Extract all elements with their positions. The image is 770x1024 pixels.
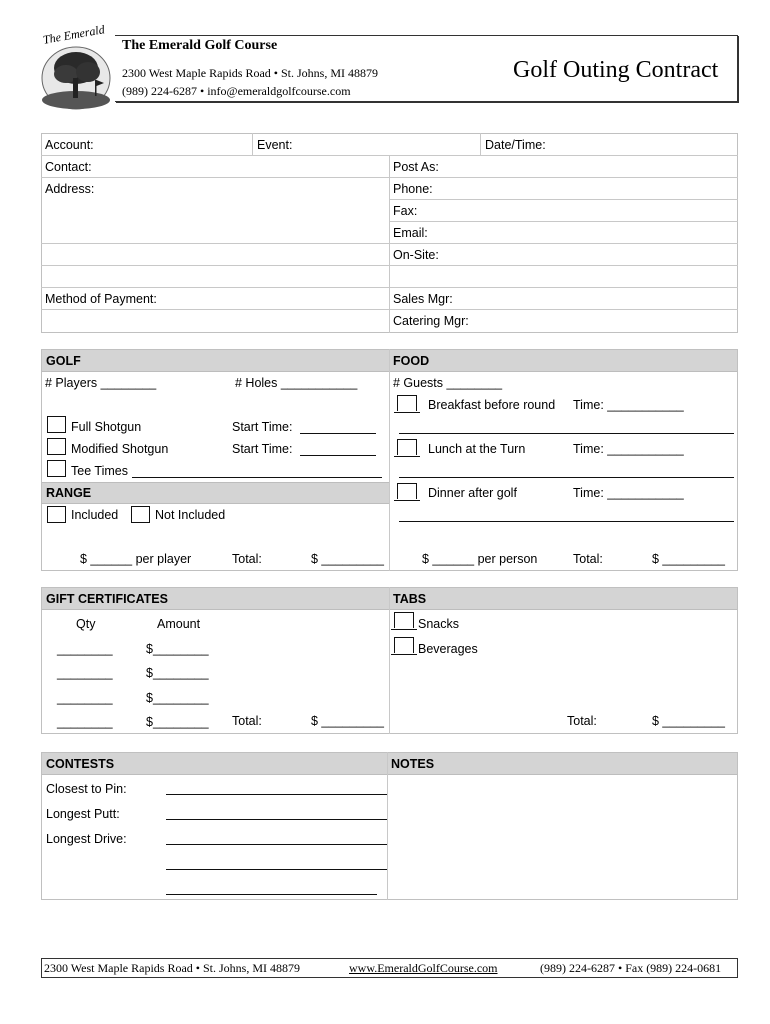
start-time-2-line[interactable] xyxy=(300,455,376,456)
gift-amount-1[interactable]: $________ xyxy=(146,642,209,656)
account-label: Account: xyxy=(45,138,94,152)
footer-phones: (989) 224-6287 • Fax (989) 224-0681 xyxy=(540,961,722,975)
longest-putt-line[interactable] xyxy=(166,819,387,820)
gift-qty-4[interactable]: ________ xyxy=(57,715,113,729)
food-per-person[interactable]: $ ______ per person xyxy=(422,552,538,566)
tee-times-checkbox[interactable] xyxy=(47,460,66,477)
gift-qty-header: Qty xyxy=(76,617,96,631)
gift-qty-1[interactable]: ________ xyxy=(57,642,113,656)
catering-mgr-label: Catering Mgr: xyxy=(393,314,469,328)
dinner-checkbox[interactable] xyxy=(397,483,417,499)
dinner-notes-line[interactable] xyxy=(399,521,734,522)
lunch-time[interactable]: Time: ___________ xyxy=(573,442,684,456)
contests-title: CONTESTS xyxy=(46,757,115,771)
gift-amount-4[interactable]: $________ xyxy=(146,715,209,729)
gift-qty-3[interactable]: ________ xyxy=(57,691,113,705)
logo xyxy=(38,22,114,114)
full-shotgun-label: Full Shotgun xyxy=(71,420,142,434)
contest-extra-line-2[interactable] xyxy=(166,894,377,895)
post-as-label: Post As: xyxy=(393,160,439,174)
gift-amount-header: Amount xyxy=(157,617,201,631)
longest-drive-line[interactable] xyxy=(166,844,387,845)
lunch-checkbox[interactable] xyxy=(397,439,417,455)
start-time-1-label: Start Time: xyxy=(232,420,293,434)
gift-total-label: Total: xyxy=(232,714,262,728)
breakfast-label: Breakfast before round xyxy=(428,398,556,412)
tabs-title: TABS xyxy=(393,592,427,606)
food-total-label: Total: xyxy=(573,552,603,566)
tee-times-label: Tee Times xyxy=(71,464,128,478)
food-total-field[interactable]: $ _________ xyxy=(652,552,725,566)
players-field[interactable]: # Players ________ xyxy=(45,376,157,390)
gift-amount-2[interactable]: $________ xyxy=(146,666,209,680)
range-not-included-checkbox[interactable] xyxy=(131,506,150,523)
lunch-notes-line[interactable] xyxy=(399,477,734,478)
gift-qty-2[interactable]: ________ xyxy=(57,666,113,680)
course-name: The Emerald Golf Course xyxy=(122,38,278,53)
gift-total-field[interactable]: $ _________ xyxy=(311,714,384,728)
longest-putt-label: Longest Putt: xyxy=(46,807,120,821)
tabs-total-field[interactable]: $ _________ xyxy=(652,714,725,728)
modified-shotgun-checkbox[interactable] xyxy=(47,438,66,455)
golf-title: GOLF xyxy=(46,354,81,368)
course-contact: (989) 224-6287 • info@emeraldgolfcourse.com xyxy=(122,84,351,98)
snacks-checkbox[interactable] xyxy=(394,612,414,628)
range-not-included-label: Not Included xyxy=(155,508,226,522)
logo-text: The Emerald xyxy=(41,22,106,47)
footer-website-link[interactable]: www.EmeraldGolfCourse.com xyxy=(349,961,498,975)
course-address: 2300 West Maple Rapids Road • St. Johns, MI 48879 xyxy=(122,66,379,80)
tee-times-line[interactable] xyxy=(132,477,382,478)
email-label: Email: xyxy=(393,226,428,240)
dinner-label: Dinner after golf xyxy=(428,486,517,500)
longest-drive-label: Longest Drive: xyxy=(46,832,127,846)
phone-label: Phone: xyxy=(393,182,433,196)
guests-field[interactable]: # Guests ________ xyxy=(393,376,503,390)
dinner-time[interactable]: Time: ___________ xyxy=(573,486,684,500)
event-label: Event: xyxy=(257,138,293,152)
beverages-label: Beverages xyxy=(418,642,478,656)
datetime-label: Date/Time: xyxy=(485,138,546,152)
food-title: FOOD xyxy=(393,354,430,368)
modified-shotgun-label: Modified Shotgun xyxy=(71,442,169,456)
breakfast-checkbox[interactable] xyxy=(397,395,417,411)
beverages-checkbox[interactable] xyxy=(394,637,414,653)
range-title: RANGE xyxy=(46,486,92,500)
lunch-label: Lunch at the Turn xyxy=(428,442,526,456)
page-title: Golf Outing Contract xyxy=(513,57,719,83)
full-shotgun-checkbox[interactable] xyxy=(47,416,66,433)
payment-label: Method of Payment: xyxy=(45,292,157,306)
start-time-2-label: Start Time: xyxy=(232,442,293,456)
range-per-player[interactable]: $ ______ per player xyxy=(80,552,192,566)
fax-label: Fax: xyxy=(393,204,418,218)
address-label: Address: xyxy=(45,182,95,196)
range-total-field[interactable]: $ _________ xyxy=(311,552,384,566)
sales-mgr-label: Sales Mgr: xyxy=(393,292,453,306)
tabs-total-label: Total: xyxy=(567,714,597,728)
holes-field[interactable]: # Holes ___________ xyxy=(235,376,358,390)
start-time-1-line[interactable] xyxy=(300,433,376,434)
range-total-label: Total: xyxy=(232,552,262,566)
snacks-label: Snacks xyxy=(418,617,459,631)
footer-address: 2300 West Maple Rapids Road • St. Johns, MI 48879 xyxy=(44,961,301,975)
range-included-label: Included xyxy=(71,508,119,522)
breakfast-time[interactable]: Time: ___________ xyxy=(573,398,684,412)
notes-title: NOTES xyxy=(391,757,435,771)
contest-extra-line-1[interactable] xyxy=(166,869,387,870)
closest-pin-label: Closest to Pin: xyxy=(46,782,127,796)
contact-label: Contact: xyxy=(45,160,92,174)
gift-title: GIFT CERTIFICATES xyxy=(46,592,168,606)
closest-pin-line[interactable] xyxy=(166,794,387,795)
range-included-checkbox[interactable] xyxy=(47,506,66,523)
gift-amount-3[interactable]: $________ xyxy=(146,691,209,705)
onsite-label: On-Site: xyxy=(393,248,439,262)
breakfast-notes-line[interactable] xyxy=(399,433,734,434)
